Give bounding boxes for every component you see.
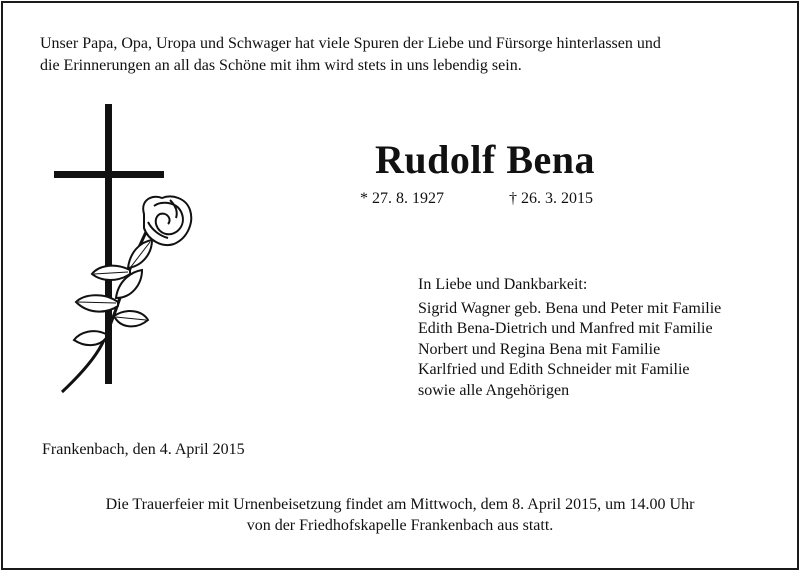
deceased-name: Rudolf Bena bbox=[375, 137, 595, 182]
rose-bloom bbox=[143, 197, 191, 246]
cross-vertical-beam bbox=[105, 104, 112, 384]
intro-line-1: Unser Papa, Opa, Uropa und Schwager hat viele Spuren der Liebe und Fürsorge hinterlassen und bbox=[40, 35, 661, 52]
intro-text bbox=[40, 33, 770, 77]
intro-line-2: die Erinnerungen an all das Schöne mit ihm wird stets in uns lebendig sein. bbox=[40, 57, 522, 74]
mourners-heading: In Liebe und Dankbarkeit: bbox=[418, 276, 588, 293]
mourner-entry: sowie alle Angehörigen bbox=[418, 381, 570, 399]
service-line-1: Die Trauerfeier mit Urnenbeisetzung findet am Mittwoch, dem 8. April 2015, um 14.00 Uhr bbox=[105, 496, 695, 513]
place-and-date: Frankenbach, den 4. April 2015 bbox=[42, 441, 245, 458]
funeral-service-info bbox=[40, 494, 760, 536]
mourner-entry: Sigrid Wagner geb. Bena und Peter mit Familie bbox=[418, 299, 722, 317]
mourner-entry: Karlfried und Edith Schneider mit Familie bbox=[418, 361, 690, 378]
rose-leaves bbox=[74, 240, 152, 345]
mourner-entry: Edith Bena-Dietrich und Manfred mit Familie bbox=[418, 320, 713, 337]
service-line-2: von der Friedhofskapelle Frankenbach aus statt. bbox=[246, 517, 554, 534]
death-date: † 26. 3. 2015 bbox=[509, 190, 593, 207]
cross-horizontal-beam bbox=[54, 171, 164, 178]
birth-date: * 27. 8. 1927 bbox=[360, 190, 444, 207]
mourners-list bbox=[418, 275, 721, 401]
cross-with-rose-icon bbox=[44, 102, 194, 397]
mourner-entry: Norbert und Regina Bena mit Familie bbox=[418, 340, 661, 358]
